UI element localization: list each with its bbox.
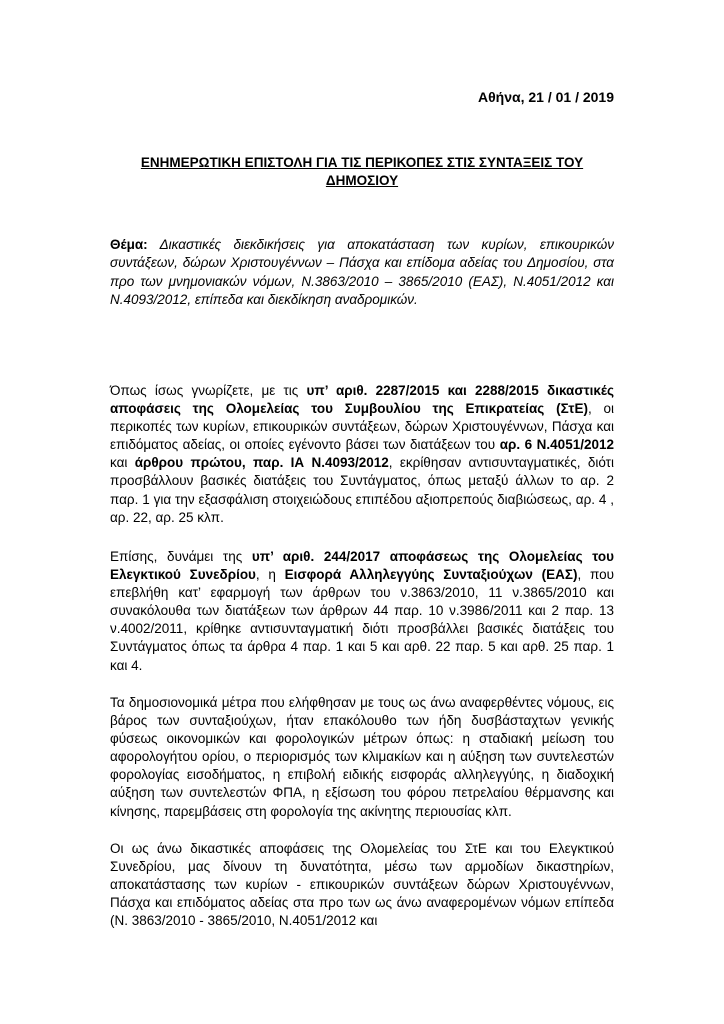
p1-text-2: , οι περικοπές των κυρίων, επικουρικών συντάξεων, δώρων Χριστουγέννων, Πάσχα και επιδόματος αδείας, οι οποίες εγένοντο βάσει των διατάξεων του bbox=[110, 401, 615, 453]
p2-text-3: , που επεβλήθη κατ’ εφαρμογή των άρθρων του ν.3863/2010, 11 ν.3865/2010 και συνακόλουθα των διατάξεων των άρθρων 44 παρ. 10 ν.3986/2011 και 2 παρ. 13 ν.4002/2011, κρίθηκε αντισυνταγματική διότι προσβάλλει βασικές διατάξεις του Συντάγματος όπως τα άρθρα 4 παρ. 1 και 5 και αρθ. 22 παρ. 5 και αρθ. 25 παρ. 1 και 4. bbox=[110, 567, 614, 673]
p2-text-1: Επίσης, δυνάμει της bbox=[110, 549, 252, 564]
paragraph-4: Οι ως άνω δικαστικές αποφάσεις της Ολομελείας του ΣτΕ και του Ελεγκτικού Συνεδρίου, μας δίνουν τη δυνατότητα, μέσω των αρμοδίων δικαστηρίων, αποκατάστασης των κυρίων - επικουρικών συντάξεων δώρων Χριστουγέννων, Πάσχα και επιδόματος αδείας στα προ των ως άνω αναφερομένων νόμων επίπεδα (Ν. 3863/2010 - 3865/2010, Ν.4051/2012 και bbox=[110, 841, 614, 929]
p2-bold-1: υπ’ αριθ. 244/2017 αποφάσεως της Ολομελείας του Ελεγκτικού Συνεδρίου bbox=[110, 549, 614, 583]
p2-bold-2: Εισφορά Αλληλεγγύης Συνταξιούχων (ΕΑΣ) bbox=[284, 567, 578, 583]
subject-text: Δικαστικές διεκδικήσεις για αποκατάσταση των κυρίων, επικουρικών συντάξεων, δώρων Χριστουγέννων – Πάσχα και επίδομα αδείας του Δημοσίου, στα προ των μνημονιακών νόμων, Ν.3863/2010 – 3865/2010 (ΕΑΣ), Ν.4051/2012 και Ν.4093/2012, επίπεδα και διεκδίκηση αναδρομικών. bbox=[110, 237, 614, 307]
p2-text-2: , η bbox=[255, 567, 285, 583]
paragraph-1 bbox=[110, 382, 614, 527]
p1-bold-3: άρθρου πρώτου, παρ. ΙΑ Ν.4093/2012 bbox=[134, 455, 389, 471]
p1-text-3: και bbox=[110, 455, 135, 471]
letter-title: ΕΝΗΜΕΡΩΤΙΚΗ ΕΠΙΣΤΟΛΗ ΓΙΑ ΤΙΣ ΠΕΡΙΚΟΠΕΣ ΣΤΙΣ ΣΥΝΤΑΞΕΙΣ ΤΟΥ ΔΗΜΟΣΙΟΥ bbox=[140, 155, 584, 188]
letter-date: Αθήνα, 21 / 01 / 2019 bbox=[477, 89, 614, 105]
p1-text-1: Όπως ίσως γνωρίζετε, με τις bbox=[110, 383, 307, 398]
subject-block bbox=[110, 236, 614, 309]
p1-bold-1: υπ’ αριθ. 2287/2015 και 2288/2015 δικαστικές αποφάσεις της Ολομελείας του Συμβουλίου της Επικρατείας (ΣτΕ) bbox=[110, 383, 614, 417]
paragraph-3: Τα δημοσιονομικά μέτρα που ελήφθησαν με τους ως άνω αναφερθέντες νόμους, εις βάρος των συνταξιούχων, ήταν επακόλουθο των ήδη δυσβάσταχτων γενικής φύσεως οικονομικών και φορολογικών μέτρων όπως: η σταδιακή μείωση του αφορολογήτου ορίου, ο περιορισμός των κλιμακίων και η αύξηση των συντελεστών φορολογίας εισοδήματος, η επιβολή ειδικής εισφοράς αλληλεγγύης, η διαδοχική αύξηση των συντελεστών ΦΠΑ, η εξίσωση του φόρου πετρελαίου θέρμανσης και κίνησης, παρεμβάσεις στη φορολογία της ακίνητης περιουσίας κλπ. bbox=[110, 695, 614, 819]
p1-text-4: , εκρίθησαν αντισυνταγματικές, διότι προσβάλλουν βασικές διατάξεις του Συντάγματος, όπως μεταξύ άλλων το αρ. 2 παρ. 1 για την εξασφάλιση στοιχειώδους επιπέδου αξιοπρεπούς διαβιώσεως, αρ. 4 , αρ. 22, αρ. 25 κλπ. bbox=[110, 455, 614, 525]
paragraph-2 bbox=[110, 548, 614, 675]
p1-bold-2: αρ. 6 Ν.4051/2012 bbox=[499, 437, 614, 453]
subject-label: Θέμα: bbox=[110, 237, 148, 252]
